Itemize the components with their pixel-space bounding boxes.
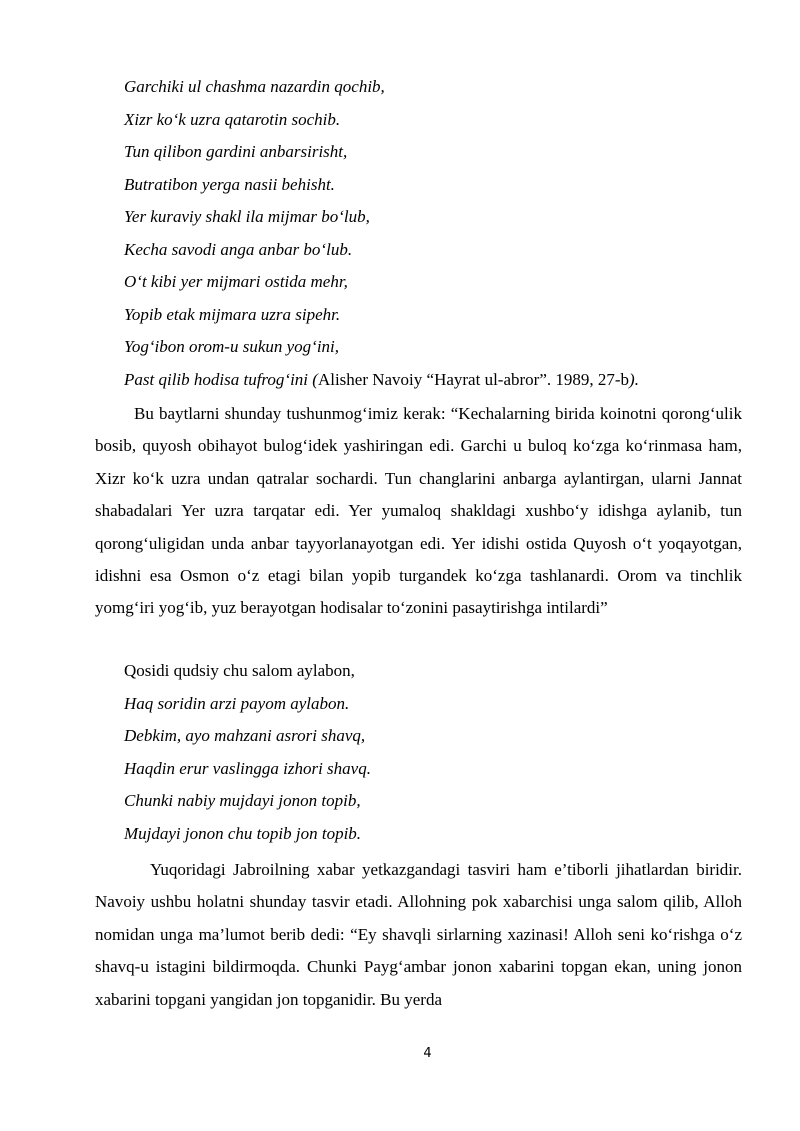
verse-stanza-2	[124, 660, 764, 855]
verse-line: Garchiki ul chashma nazardin qochib,	[124, 77, 385, 96]
verse-line-with-citation	[124, 369, 764, 402]
verse-line: Yog‘ibon orom-u sukun yog‘ini,	[124, 337, 340, 356]
verse-line: O‘t kibi yer mijmari ostida mehr,	[124, 272, 348, 291]
verse-line: Debkim, ayo mahzani asrori shavq,	[124, 726, 366, 745]
verse-line: Qosidi qudsiy chu salom aylabon,	[124, 661, 355, 680]
verse-line: Yer kuraviy shakl ila mijmar bo‘lub,	[124, 207, 370, 226]
citation-close: ).	[629, 369, 639, 389]
verse-line: Mujdayi jonon chu topib jon topib.	[124, 823, 362, 843]
paragraph-interpretation: Bu baytlarni shunday tushunmog‘imiz kerak: “Kechalarning birida koinotni qorong‘ulik bosib, quyosh obihayot bulog‘idek yashiringan edi. Garchi u buloq ko‘zga ko‘rinmasa ham, Xizr ko‘k uzra undan qatralar sochardi. Tun changlarini anbarga aylantirgan, ularni Jannat shabadalari Yer uzra tarqatar edi. Yer yumaloq shakldagi xushbo‘y idishga aylanib, tun qorong‘uligidan unda anbar tayyorlanayotgan edi. Yer idishi ostida Quyosh o‘t yoqayotgan, idishni esa Osmon o‘z etagi bilan yopib turgandek ko‘zga tashlanardi. Orom va tinchlik yomg‘iri yog‘ib, yuz berayotgan hodisalar to‘zonini pasaytirishga intilardi”	[95, 404, 742, 618]
page-number: 4	[423, 1046, 432, 1061]
source-citation: Alisher Navoiy “Hayrat ul-abror”. 1989, 27-b	[317, 369, 630, 389]
verse-stanza-1	[124, 76, 764, 401]
paragraph-commentary: Yuqoridagi Jabroilning xabar yetkazgandagi tasviri ham e’tiborli jihatlardan biridir. Navoiy ushbu holatni shunday tasvir etadi. Allohning pok xabarchisi unga salom qilib, Alloh nomidan unga ma’lumot berib dedi: “Ey shavqli sirlarning xazinasi! Alloh seni ko‘rishga o‘z shavq-u istagini bildirmoqda. Chunki Payg‘ambar jonon xabarini topgan ekan, uning jonon xabarini topgani yangidan jon topganidir. Bu yerda	[95, 860, 742, 1009]
verse-line: Haq soridin arzi payom aylabon.	[124, 693, 350, 713]
verse-line: Xizr ko‘k uzra qatarotin sochib.	[124, 109, 341, 129]
verse-line: Chunki nabiy mujdayi jonon topib,	[124, 791, 361, 810]
verse-line: Tun qilibon gardini anbarsirisht,	[124, 142, 348, 161]
verse-line: Haqdin erur vaslingga izhori shavq.	[124, 758, 371, 778]
verse-line: Yopib etak mijmara uzra sipehr.	[124, 304, 341, 324]
verse-text: Past qilib hodisa tufrog‘ini (	[124, 369, 318, 389]
verse-line: Kecha savodi anga anbar bo‘lub.	[124, 239, 353, 259]
verse-line: Butratibon yerga nasii behisht.	[124, 174, 335, 194]
